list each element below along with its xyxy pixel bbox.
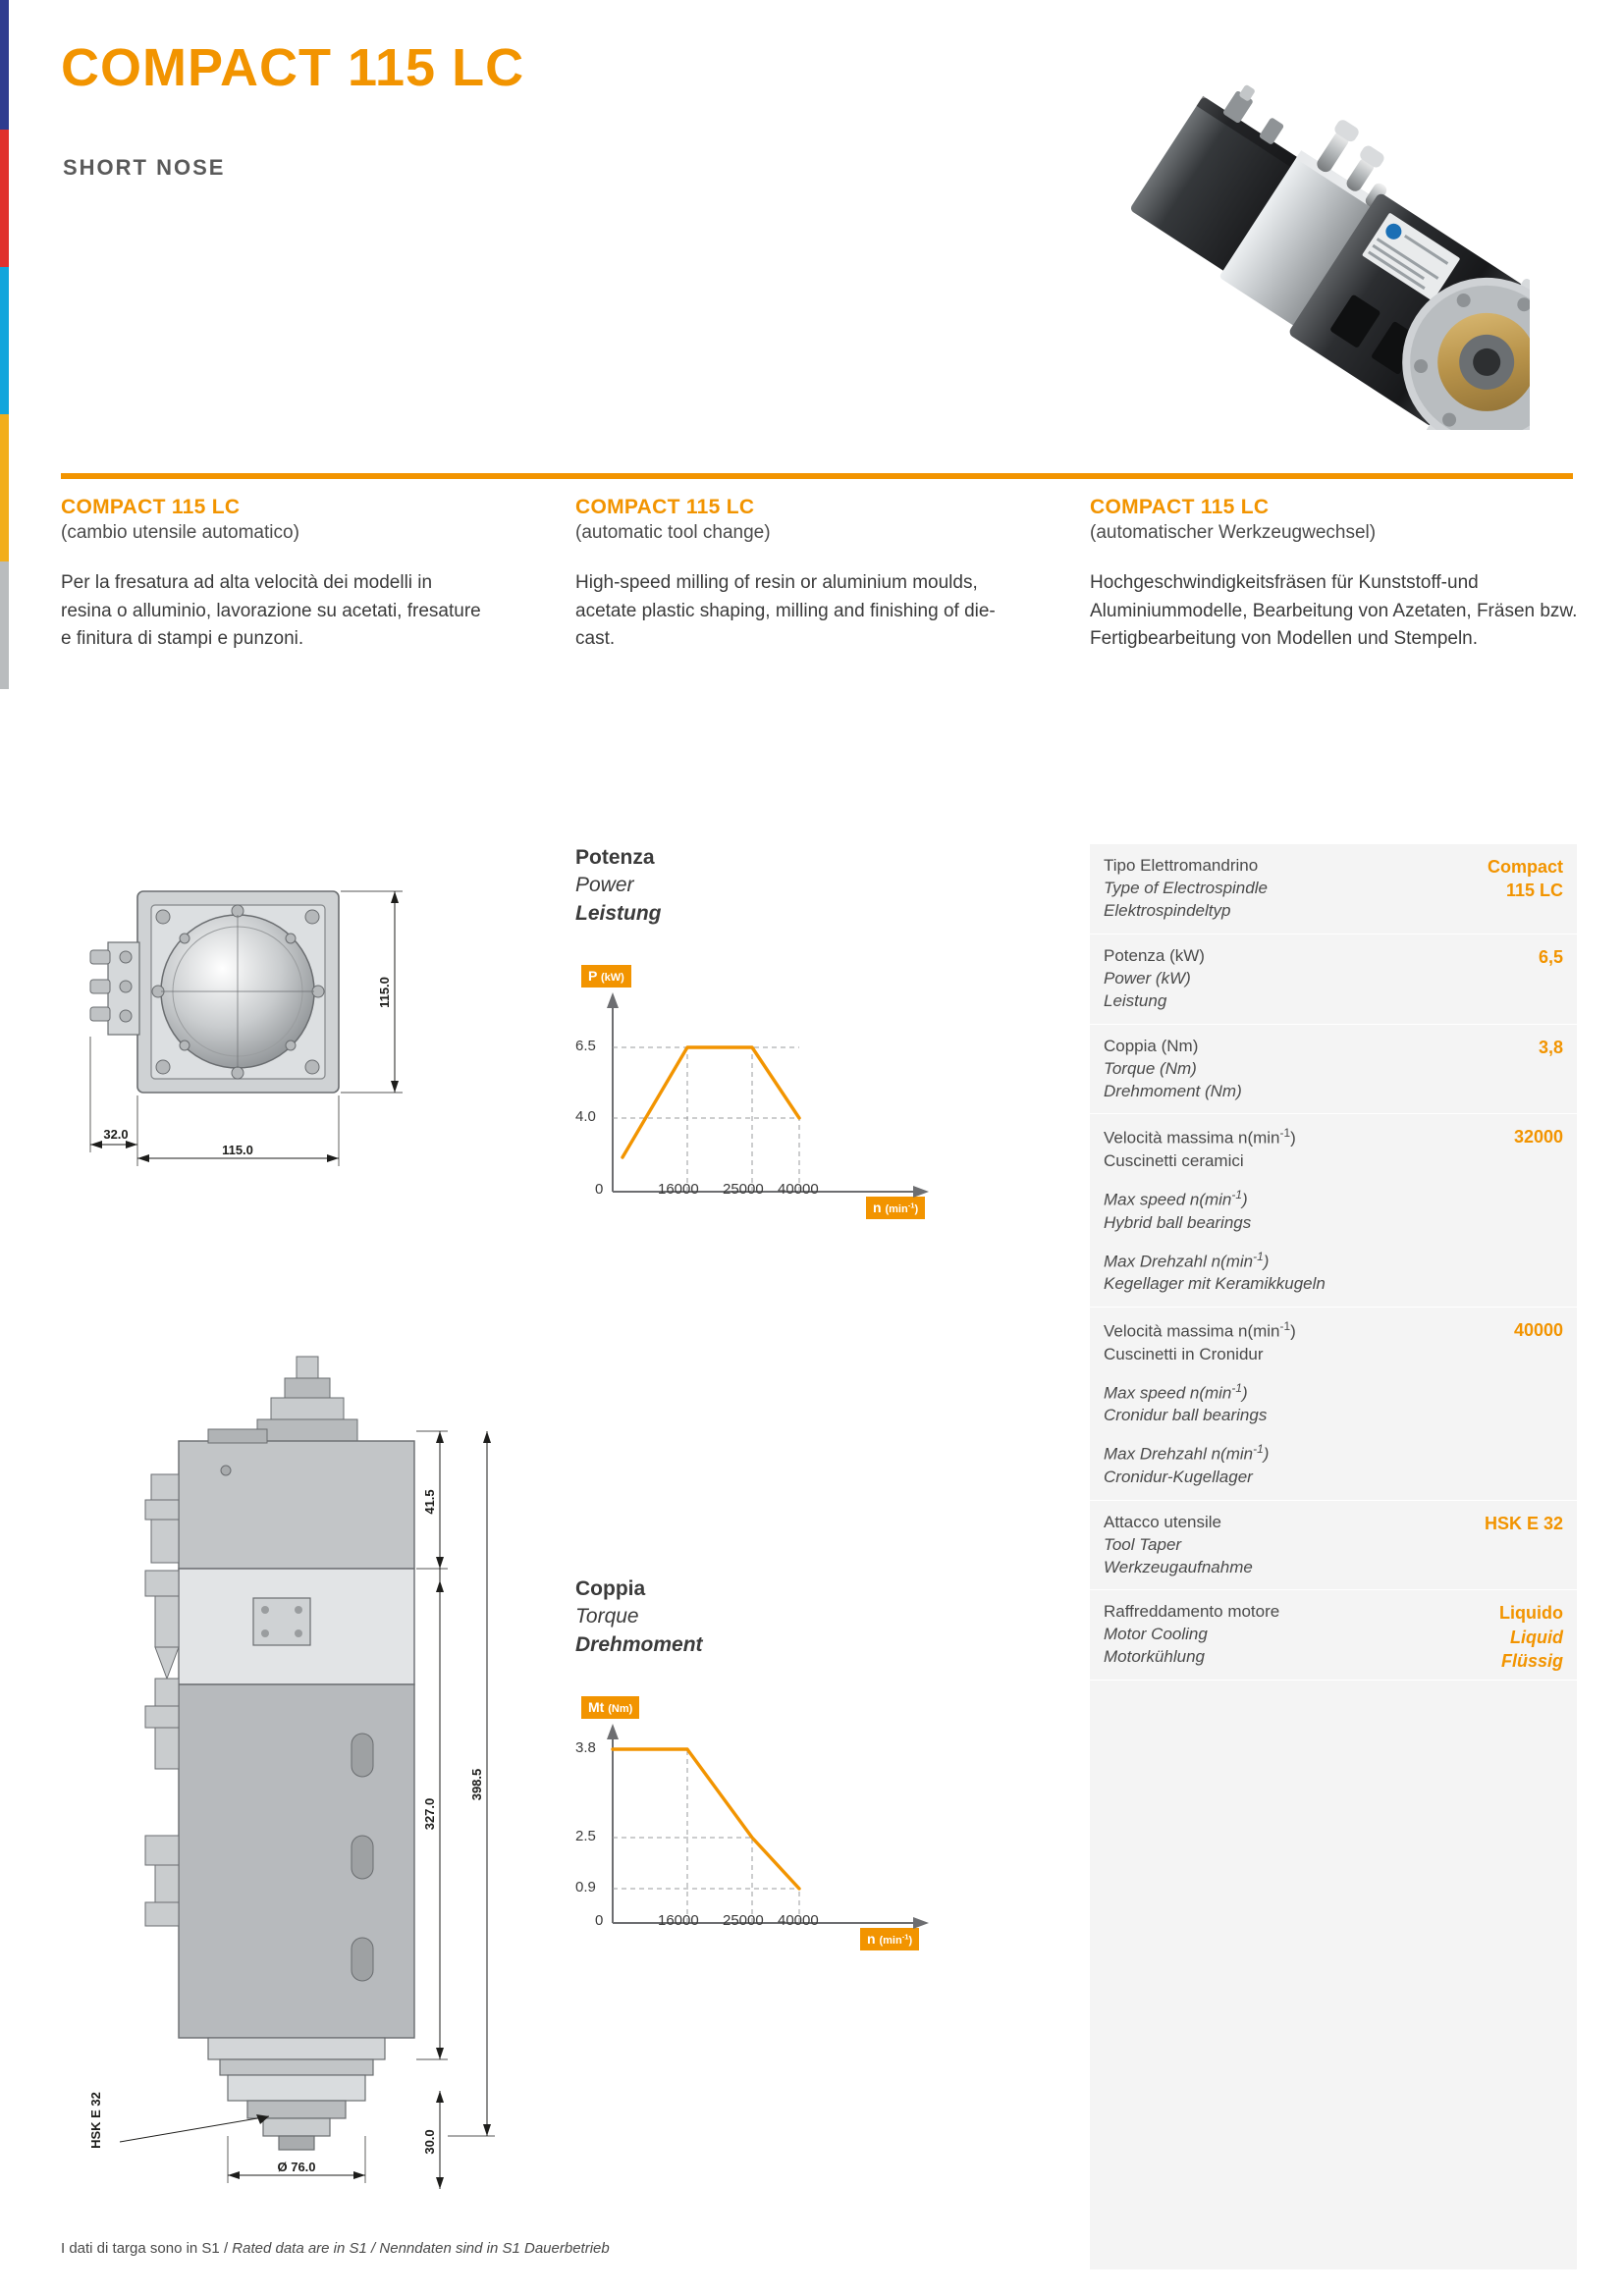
spec-value-group bbox=[1488, 855, 1563, 903]
spec-value-line1: 40000 bbox=[1513, 1320, 1563, 1341]
spec-table bbox=[1090, 844, 1577, 2228]
spec-label-de-2: Kegellager mit Keramikkugeln bbox=[1104, 1274, 1326, 1294]
chart-torque-ylabel: Mt (Nm) bbox=[581, 1696, 639, 1719]
edge-bar-blue bbox=[0, 0, 9, 130]
chart-power-title-it: Potenza bbox=[575, 846, 655, 869]
drawing-side-view bbox=[61, 1345, 552, 2214]
column-body: Per la fresatura ad alta velocità dei modelli in resina o alluminio, lavorazione su acetati, fresature e finitura di stampi e punzoni. bbox=[61, 572, 481, 649]
spec-value-line2: 115 LC bbox=[1505, 881, 1563, 901]
spec-label-it: Tipo Elettromandrino bbox=[1104, 856, 1259, 875]
spec-label-en-2: Cronidur ball bearings bbox=[1104, 1406, 1268, 1425]
divider-rule bbox=[61, 473, 1573, 479]
description-column-en bbox=[575, 496, 998, 654]
spec-label-de: Max Drehzahl $n(\min^{-1})$ bbox=[1104, 1442, 1270, 1464]
chart-power-xlabel: n $(\min^{-1})$ bbox=[866, 1197, 925, 1219]
product-photo bbox=[1078, 57, 1530, 430]
chart-power-heading bbox=[575, 844, 988, 928]
spec-label-group bbox=[1104, 1125, 1428, 1296]
spec-label-en: Type of Electrospindle bbox=[1104, 878, 1268, 897]
chart-power bbox=[575, 844, 988, 1275]
spec-value-line1: 3,8 bbox=[1538, 1037, 1563, 1057]
spec-value-group bbox=[1485, 1512, 1563, 1535]
chart-torque-xtick-25000: 25000 bbox=[723, 1912, 764, 1930]
spec-value-group bbox=[1539, 1036, 1563, 1059]
chart-torque-ytick-25: 2.5 bbox=[575, 1828, 596, 1845]
chart-power-title-de: Leistung bbox=[575, 901, 662, 925]
column-body: High-speed milling of resin or aluminium moulds, acetate plastic shaping, milling and finishing of die-cast. bbox=[575, 572, 996, 649]
spec-row-power bbox=[1090, 934, 1577, 1025]
spacer bbox=[1104, 1427, 1428, 1441]
spacer bbox=[1104, 1173, 1428, 1187]
spec-label-it: Potenza (kW) bbox=[1104, 945, 1205, 965]
edge-bar-red bbox=[0, 130, 9, 267]
spec-label-en: Power (kW) bbox=[1104, 968, 1191, 988]
spec-label-en: Max speed $n(\min^{-1})$ bbox=[1104, 1380, 1248, 1403]
dim-height-115: 115.0 bbox=[377, 977, 392, 1008]
spec-label-it: Attacco utensile bbox=[1104, 1512, 1222, 1531]
column-subheading: (automatic tool change) bbox=[575, 522, 771, 543]
chart-power-plot bbox=[575, 961, 988, 1275]
spec-label-de: Max Drehzahl $n(\min^{-1})$ bbox=[1104, 1249, 1270, 1271]
spec-label-it: Raffreddamento motore bbox=[1104, 1602, 1280, 1622]
product-photo-svg bbox=[1078, 57, 1530, 430]
spec-label-de: Elektrospindeltyp bbox=[1104, 900, 1231, 920]
spec-value-group bbox=[1499, 1601, 1563, 1673]
spec-label-de: Leistung bbox=[1104, 990, 1167, 1010]
spec-label-en: Max speed $n(\min^{-1})$ bbox=[1104, 1187, 1248, 1209]
chart-power-ytick-65: 6.5 bbox=[575, 1038, 596, 1055]
chart-torque-ytick-09: 0.9 bbox=[575, 1879, 596, 1896]
drawing-front-view bbox=[61, 864, 493, 1281]
edge-bar-yellow bbox=[0, 414, 9, 561]
spec-label-group bbox=[1104, 1036, 1428, 1103]
spec-row-torque bbox=[1090, 1025, 1577, 1115]
chart-torque-ytick-38: 3.8 bbox=[575, 1739, 596, 1757]
spec-label-it: Velocità massima $n(\min^{-1})$ bbox=[1104, 1319, 1296, 1341]
chart-torque-title-en: Torque bbox=[575, 1605, 639, 1629]
chart-torque bbox=[575, 1575, 988, 2006]
column-heading: COMPACT 115 LC bbox=[575, 496, 755, 518]
dim-total-3985: 398.5 bbox=[469, 1768, 484, 1801]
spec-value-line1: Compact bbox=[1487, 857, 1563, 877]
dim-width-115: 115.0 bbox=[222, 1143, 253, 1157]
description-column-de bbox=[1090, 496, 1581, 654]
chart-power-xtick-16000: 16000 bbox=[658, 1181, 699, 1199]
chart-torque-heading bbox=[575, 1575, 988, 1659]
spec-label-it: Velocità massima $n(\min^{-1})$ bbox=[1104, 1126, 1296, 1148]
column-body: Hochgeschwindigkeitsfräsen für Kunststoff-und Aluminiummodelle, Bearbeitung von Azetaten, Fräsen bzw. Fertigbearbeitung von Modellen und Stempeln. bbox=[1090, 572, 1578, 649]
spec-label-de-2: Cronidur-Kugellager bbox=[1104, 1467, 1253, 1486]
footer-de: Nenndaten sind in S1 Dauerbetrieb bbox=[379, 2240, 610, 2257]
chart-torque-title-it: Coppia bbox=[575, 1577, 646, 1600]
chart-power-xtick-40000: 40000 bbox=[778, 1181, 819, 1199]
spec-label-de: Werkzeugaufnahme bbox=[1104, 1557, 1253, 1576]
spec-label-en: Motor Cooling bbox=[1104, 1625, 1208, 1644]
edge-bar-cyan bbox=[0, 267, 9, 414]
dim-body-327: 327.0 bbox=[422, 1797, 437, 1831]
spec-value-group bbox=[1539, 945, 1563, 969]
side-view-svg bbox=[61, 1345, 552, 2209]
chart-power-ylabel: P (kW) bbox=[581, 965, 631, 988]
spec-label-it-2: Cuscinetti ceramici bbox=[1104, 1151, 1244, 1171]
spec-value-line1: 32000 bbox=[1513, 1127, 1563, 1148]
column-heading: COMPACT 115 LC bbox=[61, 496, 241, 518]
page-subtitle: SHORT NOSE bbox=[63, 155, 226, 180]
spec-value-group bbox=[1514, 1318, 1563, 1342]
chart-torque-xtick-0: 0 bbox=[595, 1912, 604, 1930]
chart-power-xtick-0: 0 bbox=[595, 1181, 604, 1199]
spec-value-line1: HSK E 32 bbox=[1484, 1513, 1563, 1533]
chart-torque-xlabel: n $(\min^{-1})$ bbox=[860, 1928, 919, 1950]
footer-note bbox=[61, 2240, 610, 2257]
spacer bbox=[1104, 1235, 1428, 1249]
dim-depth-32: 32.0 bbox=[103, 1127, 129, 1142]
chart-torque-xtick-40000: 40000 bbox=[778, 1912, 819, 1930]
chart-torque-xtick-16000: 16000 bbox=[658, 1912, 699, 1930]
dim-bottom-30: 30.0 bbox=[422, 2129, 437, 2155]
edge-bar-grey bbox=[0, 561, 9, 689]
spec-table-filler bbox=[1090, 1681, 1577, 2269]
spec-label-group bbox=[1104, 1601, 1428, 1669]
spec-row-type bbox=[1090, 844, 1577, 934]
footer-en: Rated data are in S1 / bbox=[232, 2240, 376, 2257]
spacer bbox=[1104, 1366, 1428, 1380]
spec-label-group bbox=[1104, 1512, 1428, 1579]
spec-label-group bbox=[1104, 855, 1428, 923]
chart-torque-title-de: Drehmoment bbox=[575, 1632, 703, 1656]
spec-label-de: Motorkühlung bbox=[1104, 1647, 1206, 1667]
spec-row-motor-cooling bbox=[1090, 1590, 1577, 1681]
column-subheading: (automatischer Werkzeugwechsel) bbox=[1090, 522, 1377, 543]
chart-torque-plot bbox=[575, 1692, 988, 2006]
label-hsk-e32: HSK E 32 bbox=[88, 2092, 103, 2149]
spec-value-group bbox=[1514, 1125, 1563, 1148]
spec-value-line1: 6,5 bbox=[1538, 946, 1563, 967]
dim-nose-415: 41.5 bbox=[422, 1489, 437, 1515]
spec-row-tool-taper bbox=[1090, 1501, 1577, 1591]
chart-power-ytick-40: 4.0 bbox=[575, 1108, 596, 1126]
description-column-it bbox=[61, 496, 483, 654]
chart-power-title-en: Power bbox=[575, 874, 634, 897]
spec-label-group bbox=[1104, 1318, 1428, 1489]
spec-row-max-speed-ceramic bbox=[1090, 1114, 1577, 1308]
spec-label-it: Coppia (Nm) bbox=[1104, 1036, 1199, 1055]
spec-value-line2: Liquid bbox=[1510, 1627, 1563, 1647]
spec-value-line1: Liquido bbox=[1499, 1603, 1563, 1624]
spec-label-en: Tool Taper bbox=[1104, 1534, 1182, 1554]
column-subheading: (cambio utensile automatico) bbox=[61, 522, 299, 543]
dim-diameter-76: Ø 76.0 bbox=[277, 2160, 316, 2174]
spec-label-en: Torque (Nm) bbox=[1104, 1058, 1197, 1078]
column-heading: COMPACT 115 LC bbox=[1090, 496, 1270, 518]
spec-label-de: Drehmoment (Nm) bbox=[1104, 1081, 1242, 1100]
spec-label-it-2: Cuscinetti in Cronidur bbox=[1104, 1344, 1264, 1363]
spec-label-en-2: Hybrid ball bearings bbox=[1104, 1212, 1252, 1232]
footer-it: I dati di targa sono in S1 / bbox=[61, 2240, 229, 2257]
spec-value-line3: Flüssig bbox=[1500, 1651, 1563, 1672]
spec-label-group bbox=[1104, 945, 1428, 1013]
spec-row-max-speed-cronidur bbox=[1090, 1308, 1577, 1501]
front-view-svg bbox=[61, 864, 493, 1276]
page-title: COMPACT 115 LC bbox=[61, 38, 525, 97]
chart-power-xtick-25000: 25000 bbox=[723, 1181, 764, 1199]
